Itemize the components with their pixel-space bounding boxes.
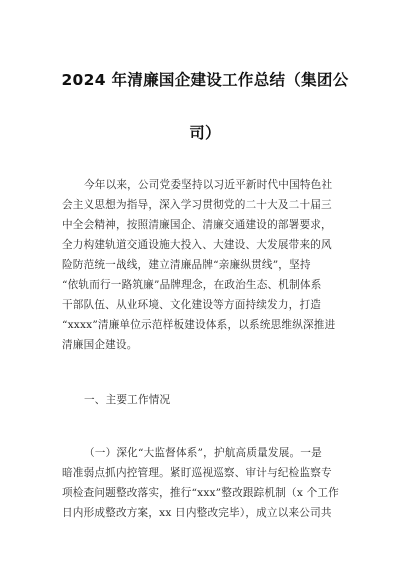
intro-line-6: “依轨而行一路筑廉”品牌理念，在政治生态、机制体系 xyxy=(62,279,322,291)
intro-line-5: 险防范统一战线，建立清廉品牌“亲廉纵贯线”，坚持 xyxy=(62,259,311,271)
intro-line-9: 清廉国企建设。 xyxy=(62,339,138,351)
sub-line-3: 项检查问题整改落实，推行“xxx”整改跟踪机制（x 个工作 xyxy=(62,487,339,499)
sub-line-2: 暗准弱点抓内控管理。紧盯巡视巡察、审计与纪检监察专 xyxy=(62,467,332,479)
intro-line-8: “xxxx”清廉单位示范样板建设体系，以系统思维纵深推进 xyxy=(62,319,336,331)
document-title-line-2: 司） xyxy=(189,124,221,142)
document-title-line-1: 2024 年清廉国企建设工作总结（集团公 xyxy=(61,71,349,89)
sub-line-4: 日内形成整改方案，xx 日内整改完毕），成立以来公司共 xyxy=(62,507,332,519)
sub-line-1: （一）深化“大监督体系”，护航高质量发展。一是 xyxy=(84,447,322,459)
intro-line-2: 会主义思想为指导，深入学习贯彻党的二十大及二十届三 xyxy=(62,199,332,211)
intro-line-3: 中全会精神，按照清廉国企、清廉交通建设的部署要求， xyxy=(62,219,332,231)
intro-line-1: 今年以来，公司党委坚持以习近平新时代中国特色社 xyxy=(84,179,333,191)
intro-line-7: 干部队伍、从业环境、文化建设等方面持续发力，打造 xyxy=(62,299,322,311)
intro-line-4: 全力构建轨道交通设施大投入、大建设、大发展带来的风 xyxy=(62,239,332,251)
section-heading: 一、主要工作情况 xyxy=(84,394,171,406)
